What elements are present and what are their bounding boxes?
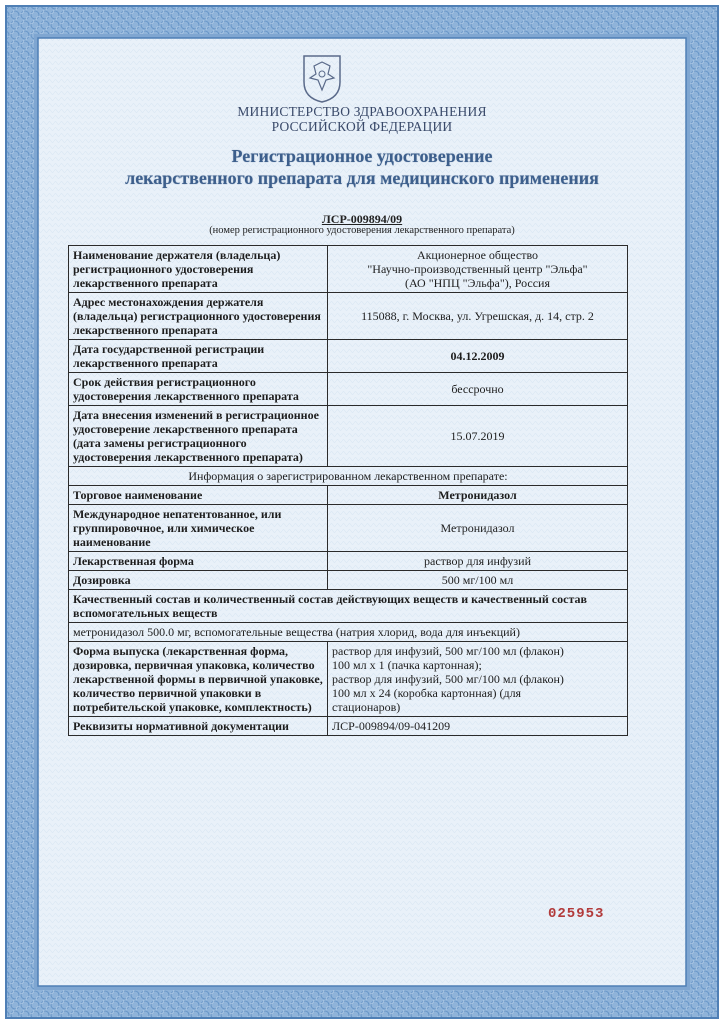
normative-doc-value: ЛСР-009894/09-041209 [328,717,628,736]
trade-name-value: Метронидазол [328,486,628,505]
holder-value-line-3: (АО "НПЦ "Эльфа"), Россия [404,276,550,290]
holder-label: Наименование держателя (владельца) регистрационного удостоверения лекарственного препарата [69,246,328,293]
table-row [69,373,628,406]
trade-name-label: Торговое наименование [69,486,328,505]
title-line-1: Регистрационное удостоверение [231,146,493,166]
table-row [69,406,628,467]
holder-value-line-2: "Научно-производственный центр "Эльфа" [367,262,588,276]
change-date-label: Дата внесения изменений в регистрационное удостоверение лекарственного препарата (дата замены регистрационного удостоверения лекарственного препарата) [69,406,328,467]
release-form-line-4: 100 мл x 24 (коробка картонная) (для [332,686,522,700]
address-value: 115088, г. Москва, ул. Угрешская, д. 14, стр. 2 [328,293,628,340]
release-form-label: Форма выпуска (лекарственная форма, дозировка, первичная упаковка, количество лекарственной формы в первичной упаковке, количество первичной упаковки в потребительской упаковке, комплектность) [69,642,328,717]
title-line-2: лекарственного препарата для медицинского применения [125,168,599,188]
release-form-line-2: 100 мл x 1 (пачка картонная); [332,658,482,672]
table-row [69,623,628,642]
normative-doc-label: Реквизиты нормативной документации [69,717,328,736]
table-row [69,293,628,340]
table-row [69,486,628,505]
table-row [69,505,628,552]
table-row [69,590,628,623]
address-label: Адрес местонахождения держателя (владельца) регистрационного удостоверения лекарственного препарата [69,293,328,340]
holder-value [328,246,628,293]
ministry-name [0,104,724,134]
composition-value: метронидазол 500.0 мг, вспомогательные вещества (натрия хлорид, вода для инъекций) [69,623,628,642]
release-form-value [328,642,628,717]
change-date-value: 15.07.2019 [328,406,628,467]
coat-of-arms-icon [300,52,344,104]
dosage-label: Дозировка [69,571,328,590]
registration-number-caption: (номер регистрационного удостоверения лекарственного препарата) [209,225,515,236]
dosage-value: 500 мг/100 мл [328,571,628,590]
ministry-line-1: МИНИСТЕРСТВО ЗДРАВООХРАНЕНИЯ [237,104,487,119]
release-form-line-5: стационаров) [332,700,401,714]
validity-value: бессрочно [328,373,628,406]
table-row [69,467,628,486]
registration-number: ЛСР-009894/09 [321,212,403,226]
certificate-table [68,245,628,736]
info-header: Информация о зарегистрированном лекарственном препарате: [69,467,628,486]
table-row [69,571,628,590]
table-row [69,642,628,717]
table-row [69,340,628,373]
table-row [69,246,628,293]
inn-label: Международное непатентованное, или группировочное, или химическое наименование [69,505,328,552]
table-row [69,552,628,571]
validity-label: Срок действия регистрационного удостоверения лекарственного препарата [69,373,328,406]
dosage-form-label: Лекарственная форма [69,552,328,571]
document-title [0,145,724,189]
inn-value: Метронидазол [328,505,628,552]
reg-date-label: Дата государственной регистрации лекарственного препарата [69,340,328,373]
release-form-line-3: раствор для инфузий, 500 мг/100 мл (флакон) [332,672,564,686]
release-form-line-1: раствор для инфузий, 500 мг/100 мл (флакон) [332,644,564,658]
ministry-line-2: РОССИЙСКОЙ ФЕДЕРАЦИИ [271,119,453,134]
dosage-form-value: раствор для инфузий [328,552,628,571]
table-row [69,717,628,736]
holder-value-line-1: Акционерное общество [416,248,539,262]
reg-date-value: 04.12.2009 [328,340,628,373]
serial-number: 025953 [548,906,605,922]
composition-label: Качественный состав и количественный состав действующих веществ и качественный состав вспомогательных веществ [69,590,628,623]
